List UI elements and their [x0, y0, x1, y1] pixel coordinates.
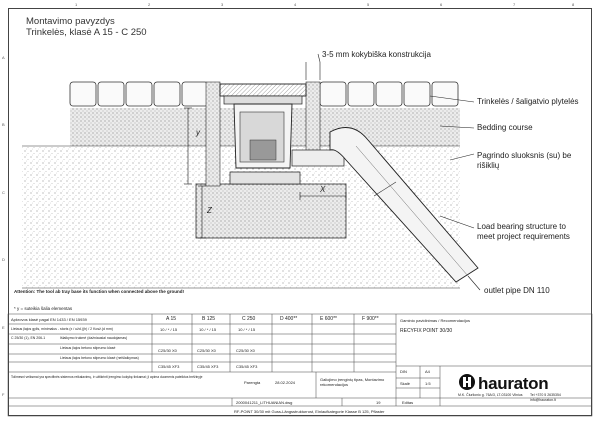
class-e600: E 600** [320, 316, 337, 322]
grid-col-4: 4 [294, 2, 297, 7]
grid-row-a: A [2, 55, 5, 60]
row1-val-c: 10 / * / 15 [238, 327, 256, 332]
row4-label: Lietaus įlajos betono stiprumo klasė (neišlaikymas) [60, 356, 139, 360]
row1-val-a: 10 / * / 15 [160, 327, 178, 332]
dimension-y: y [196, 128, 200, 137]
drawing-subtitle: Trinkelės, klasė A 15 - C 250 [26, 27, 147, 38]
product-name: RECYFIX POINT 30/30 [400, 328, 453, 334]
class-c250: C 250 [242, 316, 256, 322]
small-note: Tolimesni veiksmai yra specifinės sistemos reikalavimų, ir užtikrinti įrengimo kokybę tinkamai; ji apima duomenis pateiktus brėžinyje [11, 375, 203, 379]
grid-col-3: 3 [221, 2, 224, 7]
grid-row-b: B [2, 122, 5, 127]
company-email: info@hauraton.lt [530, 398, 556, 402]
load-label-line1: Load bearing structure to [477, 222, 566, 231]
construction-label: 3-5 mm kokybiška konstrukcija [322, 50, 431, 59]
class-f900: F 900** [362, 316, 379, 322]
grid-col-2: 2 [148, 2, 151, 7]
class-d400: D 400** [280, 316, 298, 322]
product-label: Gaminio pavidinimas / Recomendacijos [400, 318, 471, 323]
row3-val-c: C25/30 X0 [236, 348, 255, 353]
created-date: 28.02.2024 [275, 380, 296, 385]
scale-value: 1:5 [425, 381, 431, 386]
dimension-z: Z [207, 206, 212, 215]
row4-val-c: C35/45 XF3 [236, 364, 258, 369]
base-label-line2: rišiklių [477, 161, 500, 170]
product-description: RF-POINT 30/30 mit Guss-Längsstrukturrost, Einlaufkategorie Klasse B 125, Pflaster [234, 409, 385, 414]
row1-label: Lietaus įlajos gylis, minimalus - storis (x / užd.)(h) / 2 Kosž.(d mm) [11, 327, 113, 331]
bedding-label: Bedding course [477, 123, 533, 132]
editor-label: Editas [402, 400, 414, 405]
grid-row-d: D [2, 257, 5, 262]
drawing-title: Montavimo pavyzdys [26, 16, 115, 27]
grid-col-1: 1 [75, 2, 78, 7]
row4-val-a: C35/45 XF3 [158, 364, 180, 369]
grid-col-7: 7 [513, 2, 516, 7]
grid-col-5: 5 [367, 2, 370, 7]
attention-note: Attention: The tool ab tray base its function when connected above the ground! [14, 289, 185, 294]
dimension-x: X [320, 185, 326, 194]
din-label: DIN [400, 369, 407, 374]
row4-val-b: C35/45 XF3 [197, 364, 219, 369]
pavers-label: Trinkelės / šaligatvio plytelės [477, 97, 579, 106]
sheet-number: 19 [376, 400, 381, 405]
row3-val-a: C25/30 X0 [158, 348, 177, 353]
row2-label: C 25/30 (1), EN 206-1 [11, 336, 46, 340]
created-label: Parengta [244, 380, 261, 385]
file-name: 2000041211_LITHUANIAN.dwg [236, 400, 293, 405]
grid-row-e: E [2, 325, 5, 330]
row1-val-b: 10 / * / 15 [199, 327, 217, 332]
grid-row-f: F [2, 392, 5, 397]
base-label-line1: Pagrindo sluoksnis (su) be [477, 151, 572, 160]
grid-row-c: C [2, 190, 5, 195]
company-address: M.K. Čiurlionio g. 76A/3, LT-03100 Vilnius [458, 393, 523, 397]
load-label-line2: meet project requirements [477, 232, 570, 241]
company-note: Galiojimo įrenginių tipas, Montavimo rekomendacijos [320, 377, 385, 387]
grid-col-8: 8 [572, 2, 575, 7]
class-a15: A 15 [166, 316, 177, 322]
hauraton-logo: hauraton [478, 374, 549, 393]
row2-sub: Išlaikymo trukmė (dažniausiai naudojamas) [60, 336, 128, 340]
class-b125: B 125 [202, 316, 216, 322]
row3-val-b: C25/30 X0 [197, 348, 216, 353]
legend-note: * y = suteikia šalia elementas [14, 306, 73, 311]
din-value: A4 [425, 369, 430, 374]
outlet-label: outlet pipe DN 110 [484, 286, 550, 295]
row3-label: Lietaus įlajos betono stiprumo klasė [60, 346, 116, 350]
table-head-label: Apkrovos klasė pagal EN 1433 / EN 15939 [11, 317, 87, 322]
grid-col-6: 6 [440, 2, 443, 7]
scale-label: Skalė [400, 381, 411, 386]
company-phone: Tel +370 5 2635354 [530, 393, 561, 397]
